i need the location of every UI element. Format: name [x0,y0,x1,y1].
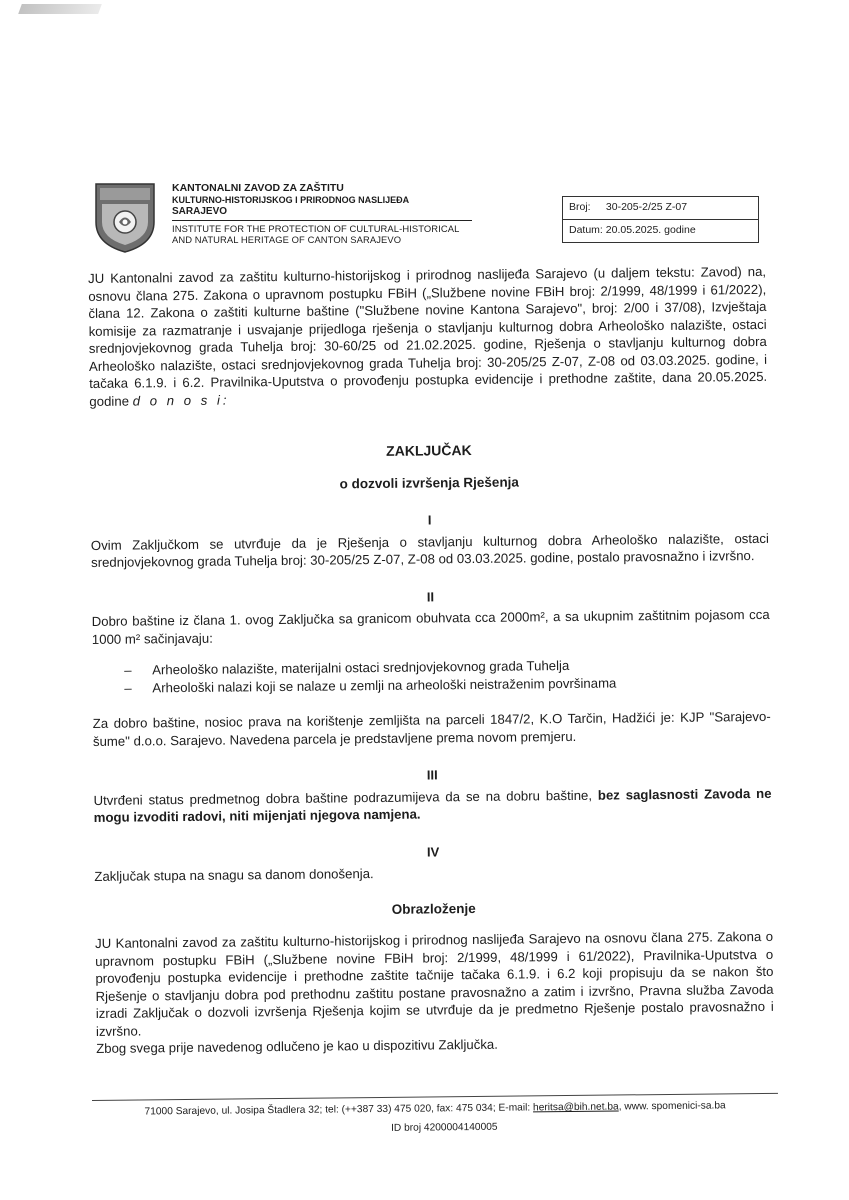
list-item: – Arheološko nalazište, materijalni ostaci srednjovjekovnog grada Tuhelja [92,655,770,680]
document-title: ZAKLJUČAK [386,441,472,459]
section-3-text [93,784,771,826]
document-subtitle: o dozvoli izvršenja Rješenja [339,473,519,491]
header-divider [172,220,472,221]
section-4-text: Zaključak stupa na snagu sa danom donošenja. [94,866,374,884]
section-2-list [92,655,770,697]
institution-name [172,182,472,245]
obrazlozenje-heading: Obrazloženje [391,900,476,917]
institution-line-2: KULTURNO-HISTORIJSKOG I PRIRODNOG NASLIJEĐA [172,195,410,205]
section-3-text-plain: Utvrđeni status predmetnog dobra baštine podrazumijeva da se na dobru baštine, [93,787,598,808]
institution-line-1: KANTONALNI ZAVOD ZA ZAŠTITU [172,182,344,194]
section-4-number: IV [426,843,440,859]
document-body [88,263,774,1058]
section-2-text: Dobro baštine iz člana 1. ovog Zaključka sa granicom obuhvata cca 2000m², a sa ukupnim zaštitnim pojasom cca 1000 m² sačinjavaju: [91,606,770,647]
section-2-number: II [426,588,435,604]
reference-number-value: 30-205-2/25 Z-07 [605,201,688,213]
obrazlozenje-text: JU Kantonalni zavod za zaštitu kulturno-historijskog i prirodnog naslijeđa Sarajevo na osnovu člana 275. Zakona o upravnom postupku FBiH („Službene novine FBiH broj: 2/1999, 48/1999 i 61/2022), Pravilnika-Uputstva o provođenju postupka evidencije i prethodne zaštite tačnije tačaka 6.1.9. i 6.2 koji propisuju da se nakon što Rješenje o stavljanju dobra pod prethodnu zaštitu postane pravosnažno a zatim i izvršno, Pravna služba Zavoda izradi Zaključak o dozvoli izvršenja Rješenja kojim se utvrđuje da je predmetno Rješenje postalo pravosnažno i izvršno. [94,928,774,1039]
footer-address [92,1100,778,1118]
reference-date: Datum: 20.05.2025. godine [563,219,758,242]
footer-website: , www. spomenici-sa.ba [618,1100,726,1113]
section-3-text-bold: bez saglasnosti Zavoda ne mogu izvoditi radovi, niti mijenjati njegova namjena. [93,785,772,825]
coat-of-arms-logo [92,182,158,254]
footer-address-text: 71000 Sarajevo, ul. Josipa Štadlera 32; tel: (++387 33) 475 020, fax: 475 034; E-mail: [144,1102,534,1118]
institution-english-1: INSTITUTE FOR THE PROTECTION OF CULTURAL-HISTORICAL [172,223,460,234]
scan-artifact [18,4,102,14]
list-item: – Arheološki nalazi koji se nalaze u zemlji na arheološki neistraženim površinama [92,672,770,697]
obrazlozenje-text-2: Zbog svega prije navedenog odlučeno je kao u dispozitivu Zaključka. [96,1036,498,1056]
reference-box [562,196,759,243]
section-3-number: III [426,767,438,783]
section-1-text: Ovim Zaključkom se utvrđuje da je Rješenja o stavljanju kulturnog dobra Arheološko nalazište, ostaci srednjovjekovnog grada Tuhelja broj: 30-205/25 Z-07, Z-08 od 03.03.2025. godine, postalo pravosnažno i izvršno. [90,530,769,570]
footer [92,1093,778,1137]
intro-text: JU Kantonalni zavod za zaštitu kulturno-historijskog i prirodnog naslijeđa Sarajevo (u daljem tekstu: Zavod) na, osnovu člana 275. Zakona o upravnom postupku FBiH („Službene novine FBiH broj: 2/1999, 48/1999 i 61/2022), člana 12. Zakona o zaštiti kulturne baštine ("Službene novine Kantona Sarajevo", broj: 2/00 i 37/08), Izvještaja komisije za razmatranje i usvajanje prijedloga rješenja o stavljanju kulturnog dobra Arheološko nalazište, ostaci srednjovjekovnog grada Tuhelja broj: 30-60/25 od 21.02.2025. godine, Rješenja o stavljanju kulturnog dobra Arheološko nalazište, ostaci srednjovjekovnog grada Tuhelja broj: 30-205/25 Z-07, Z-08 od 03.03.2025. godine, i tačaka 6.1.9. i 6.2. Pravilnika-Uputstva o provođenju postupka evidencije i prethodne zaštite, dana 20.05.2025. godine [88,263,768,409]
footer-email-link[interactable]: heritsa@bih.net.ba [532,1101,619,1114]
institution-english-2: AND NATURAL HERITAGE OF CANTON SARAJEVO [172,234,402,245]
reference-number-row [563,197,758,219]
footer-divider [92,1093,778,1101]
donosi-text: d o n o s i: [132,392,230,409]
footer-id-number: ID broj 4200004140005 [391,1121,498,1134]
reference-number-label: Broj: [569,201,591,213]
section-1-number: I [427,512,432,528]
letterhead [92,182,772,252]
intro-paragraph [88,263,767,410]
section-2-text-2: Za dobro baštine, nosioc prava na korištenje zemljišta na parceli 1847/2, K.O Tarčin, Hadžići je: KJP "Sarajevo-šume" d.o.o. Sarajevo. Navedena parcela je predstavljene prema novom premjeru. [92,708,771,749]
institution-line-3: SARAJEVO [172,206,228,217]
